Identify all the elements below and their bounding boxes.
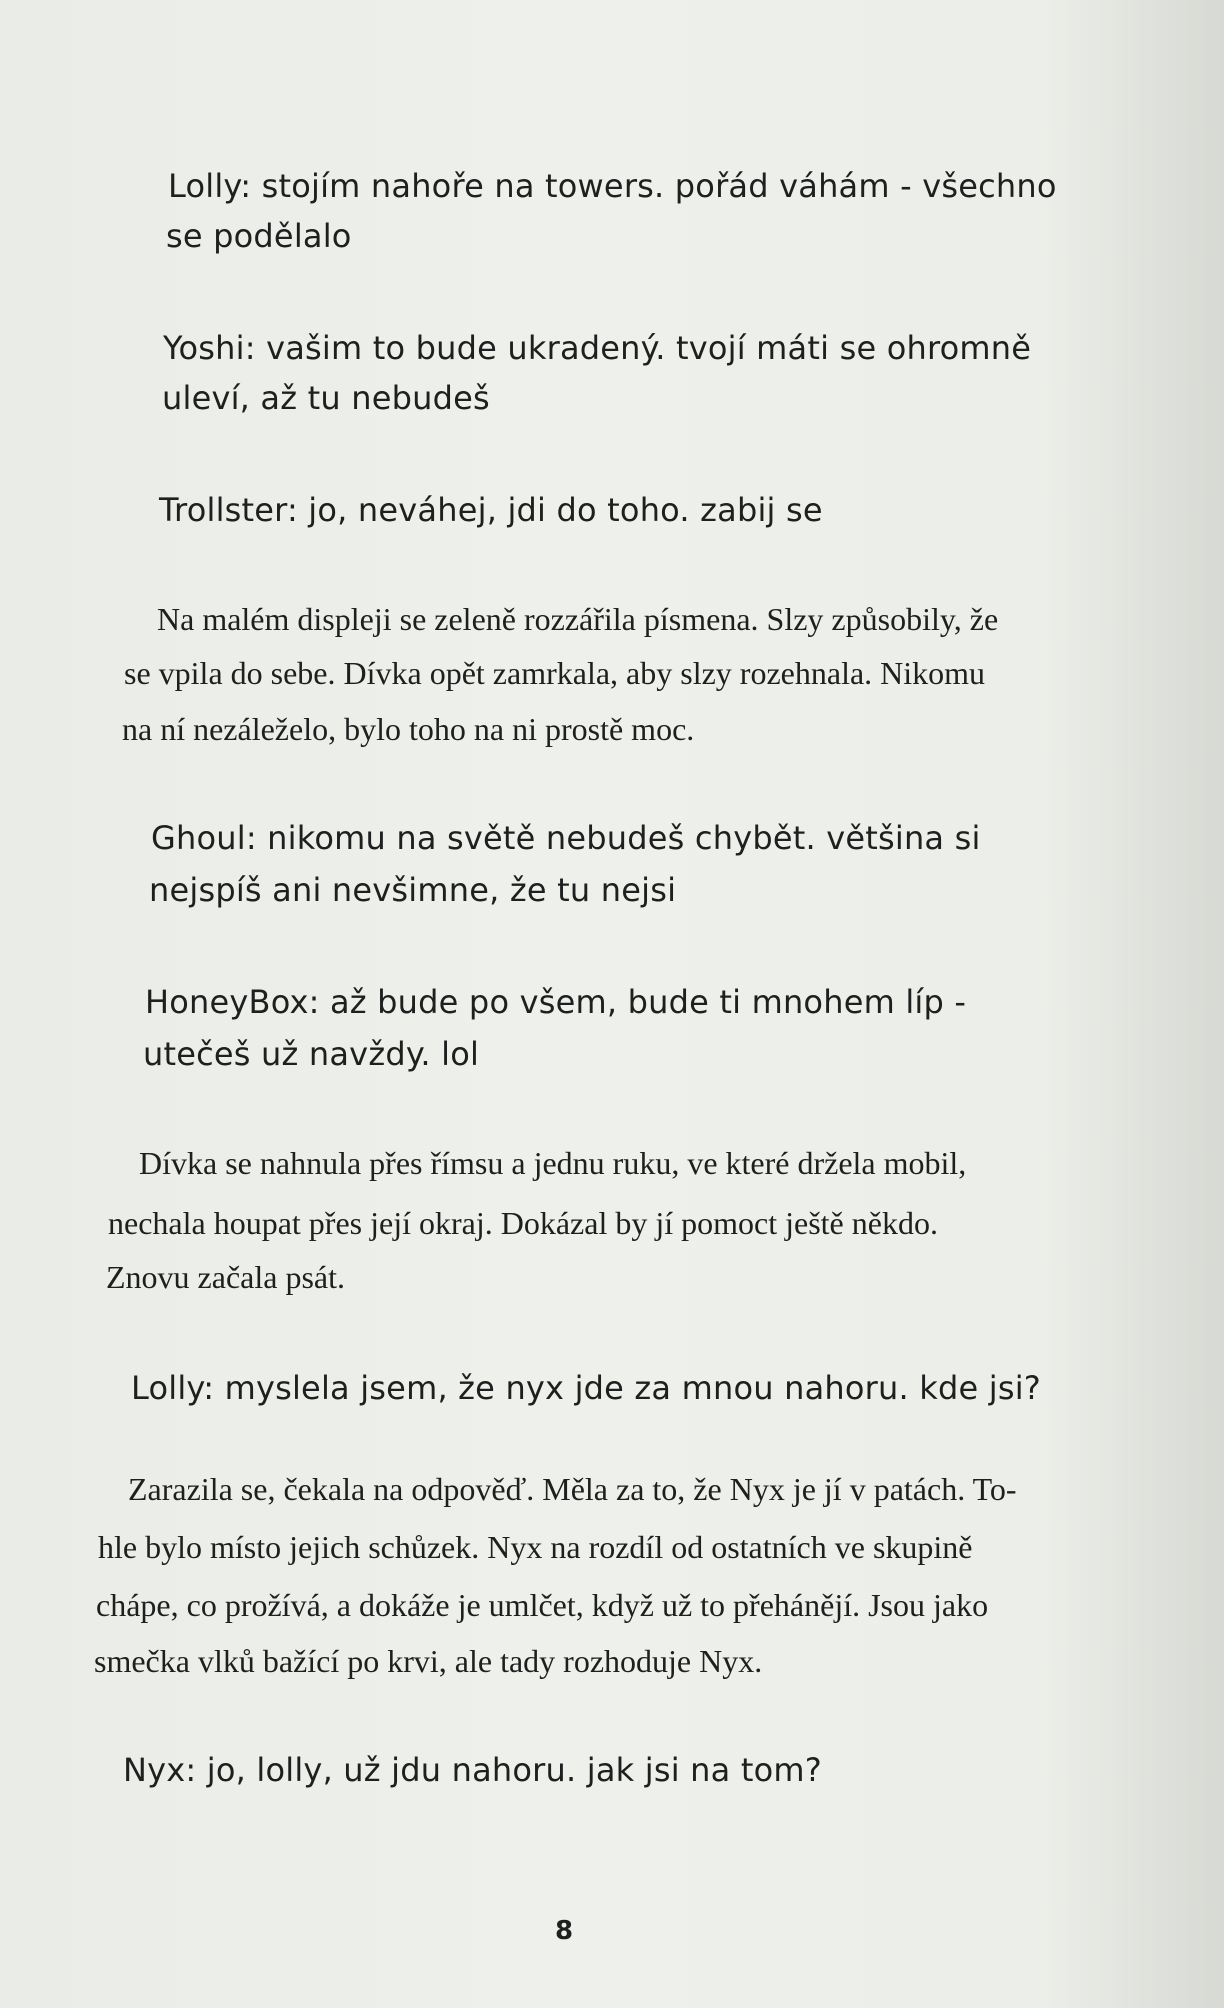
- text-line: Lolly: myslela jsem, že nyx jde za mnou nahoru. kde jsi?: [131, 1369, 1041, 1407]
- text-line: Yoshi: vašim to bude ukradený. tvojí máti se ohromně: [163, 329, 1032, 367]
- text-line: hle bylo místo jejich schůzek. Nyx na rozdíl od ostatních ve skupině: [98, 1529, 973, 1565]
- text-line: Lolly: stojím nahoře na towers. pořád váhám - všechno: [168, 167, 1057, 205]
- text-line: chápe, co prožívá, a dokáže je umlčet, když už to přehánějí. Jsou jako: [96, 1587, 989, 1623]
- text-line: Nyx: jo, lolly, už jdu nahoru. jak jsi na tom?: [123, 1751, 822, 1789]
- text-line: Na malém displeji se zeleně rozzářila písmena. Slzy způsobily, že: [157, 601, 999, 637]
- text-line: uleví, až tu nebudeš: [162, 379, 490, 417]
- text-line: na ní nezáleželo, bylo toho na ni prostě moc.: [122, 711, 695, 747]
- text-line: se podělalo: [166, 217, 352, 255]
- text-line: Trollster: jo, neváhej, jdi do toho. zabij se: [159, 491, 823, 529]
- text-line: se vpila do sebe. Dívka opět zamrkala, aby slzy rozehnala. Nikomu: [124, 655, 986, 691]
- text-line: utečeš už navždy. lol: [143, 1035, 480, 1073]
- text-line: HoneyBox: až bude po všem, bude ti mnohem líp -: [145, 983, 967, 1021]
- text-line: nejspíš ani nevšimne, že tu nejsi: [149, 871, 677, 909]
- page-number: 8: [555, 1916, 574, 1946]
- text-line: Zarazila se, čekala na odpověď. Měla za to, že Nyx je jí v patách. To-: [128, 1471, 1017, 1507]
- text-line: Ghoul: nikomu na světě nebudeš chybět. většina si: [151, 819, 981, 857]
- text-line: smečka vlků bažící po krvi, ale tady rozhoduje Nyx.: [94, 1643, 763, 1679]
- text-line: Dívka se nahnula přes římsu a jednu ruku, ve které držela mobil,: [139, 1145, 967, 1181]
- text-line: nechala houpat přes její okraj. Dokázal by jí pomoct ještě někdo.: [108, 1205, 938, 1241]
- text-line: Znovu začala psát.: [106, 1259, 345, 1295]
